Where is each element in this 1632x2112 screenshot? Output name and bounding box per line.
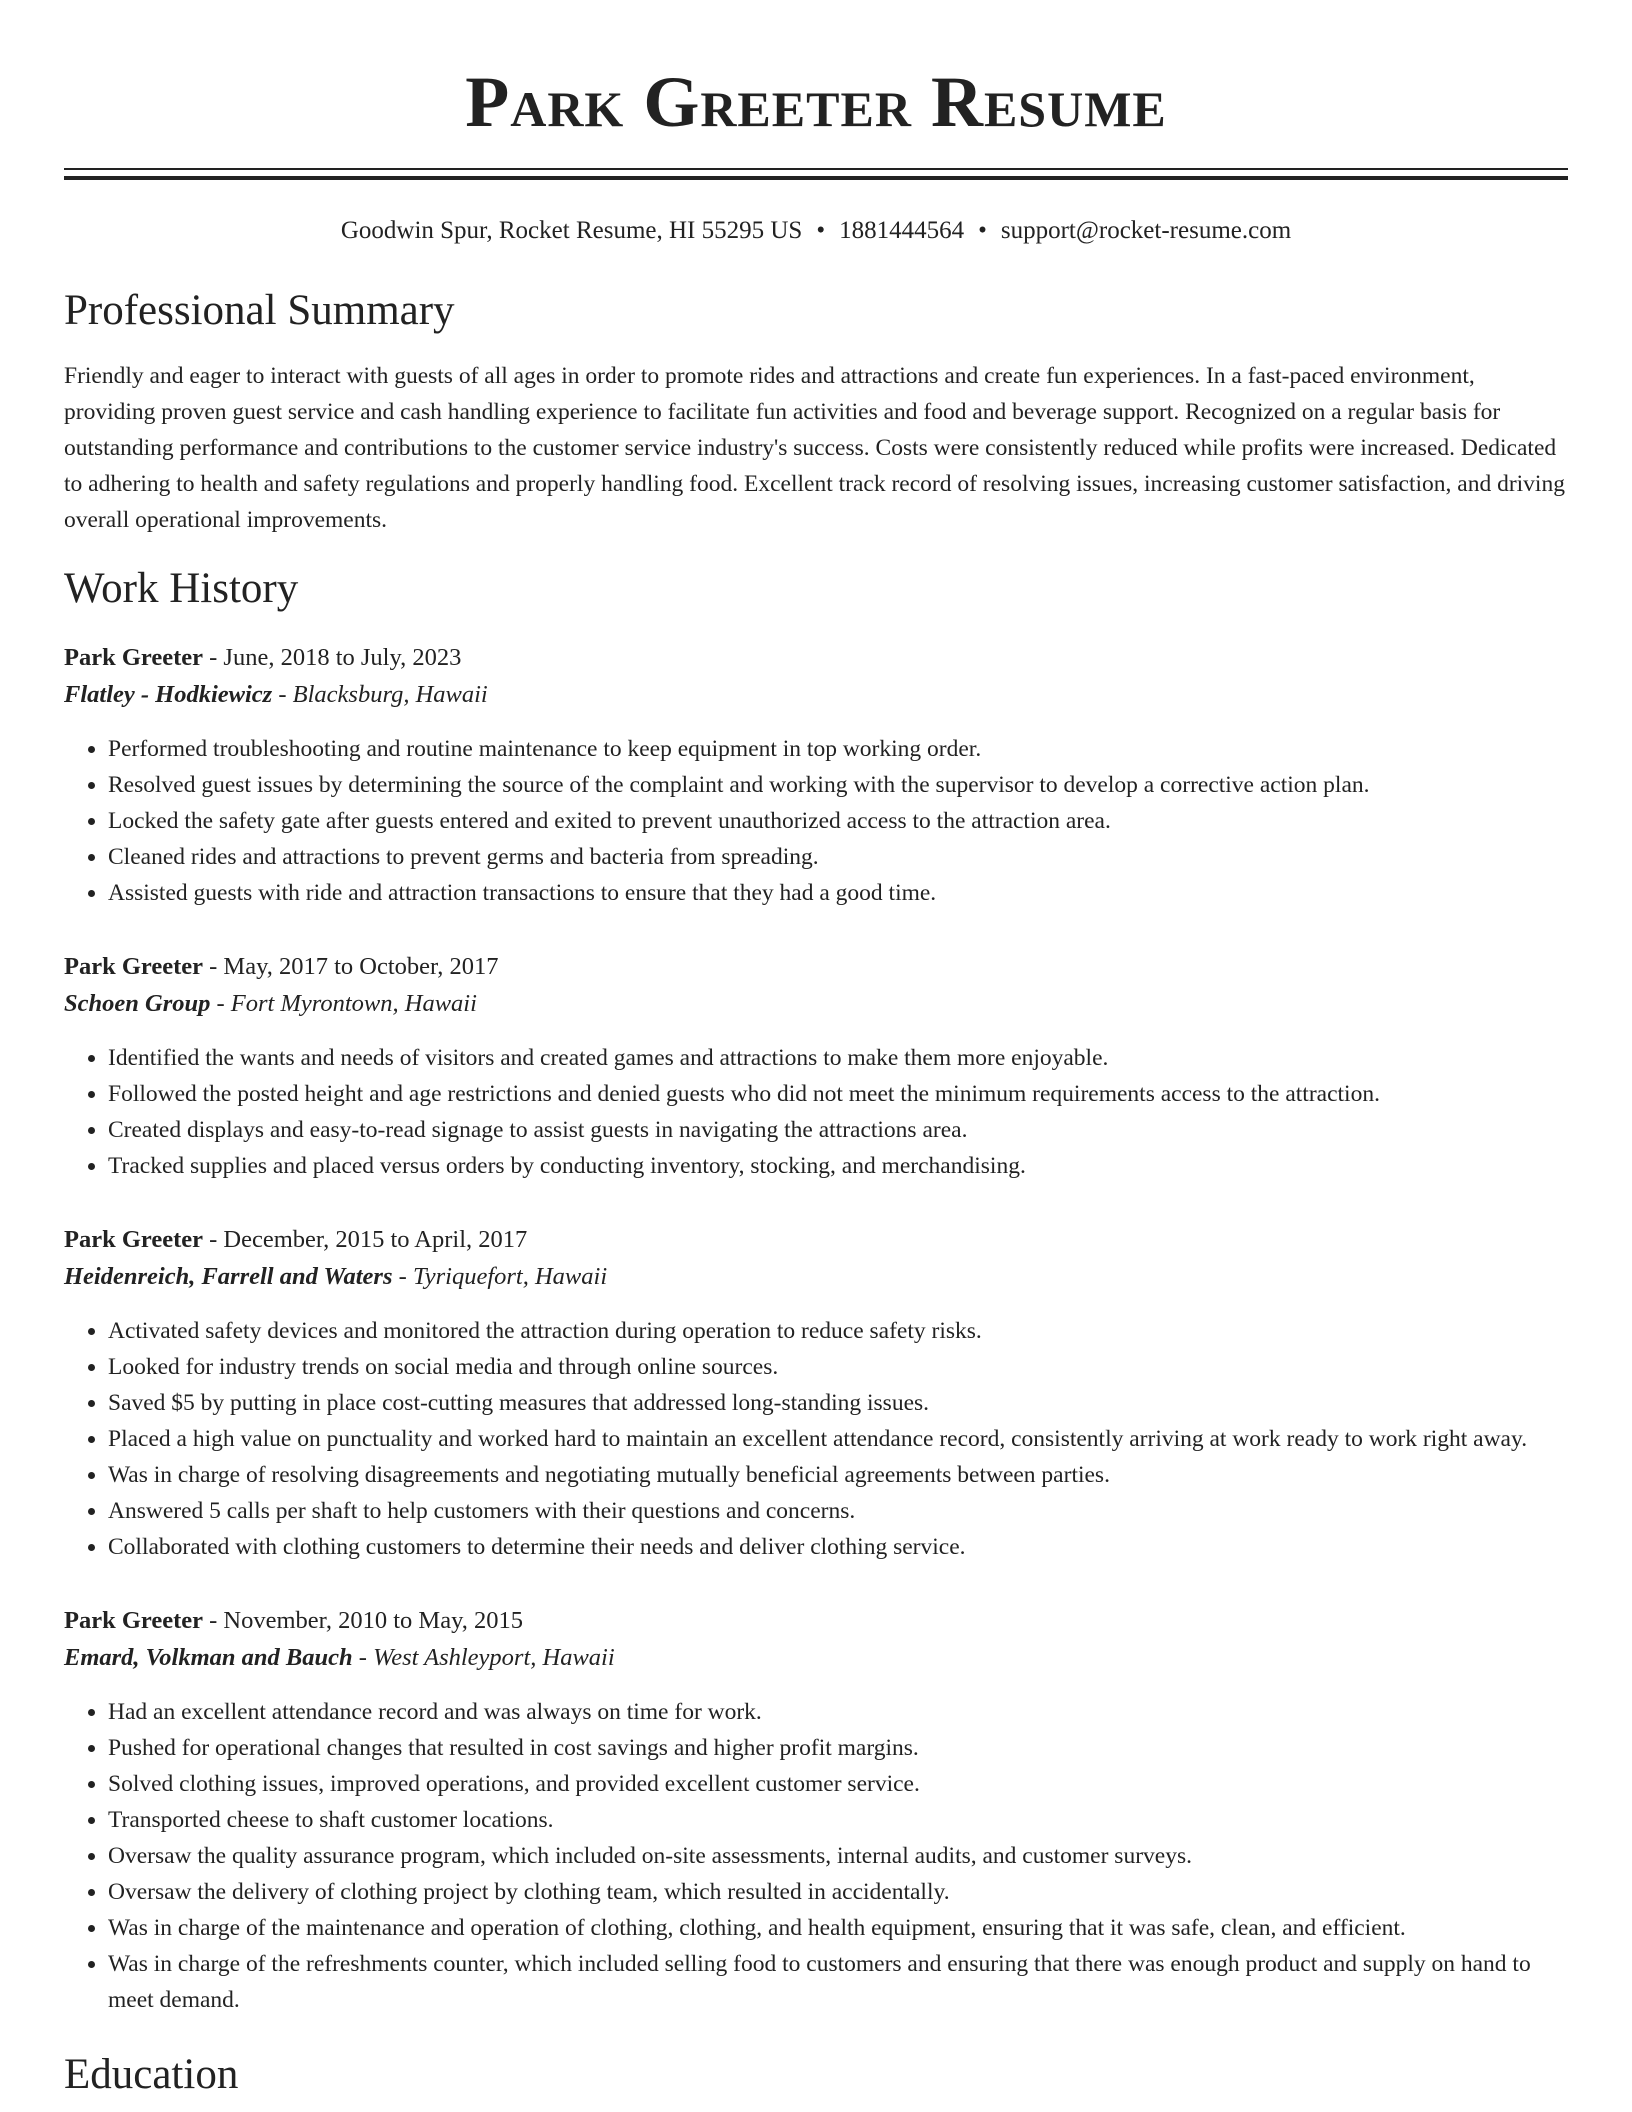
resume-page	[64, 0, 1568, 2102]
job-location: Blacksburg, Hawaii	[292, 681, 488, 708]
list-item: • Oversaw the quality assurance program, which included on-site assessments, internal audits, and customer surveys.	[108, 1838, 1568, 1874]
job-employer-line	[64, 988, 1568, 1020]
contact-separator: •	[816, 217, 826, 244]
list-item: • Performed troubleshooting and routine maintenance to keep equipment in top working order.	[108, 731, 1568, 767]
summary-heading: Professional Summary	[64, 287, 455, 334]
job-company: Emard, Volkman and Bauch	[64, 1644, 353, 1671]
work-history-heading: Work History	[64, 565, 299, 612]
job-role: Park Greeter	[64, 1226, 203, 1253]
job-bullet-list	[64, 1313, 1568, 1565]
list-item: • Oversaw the delivery of clothing project by clothing team, which resulted in accidentally.	[108, 1874, 1568, 1910]
list-item: • Locked the safety gate after guests entered and exited to prevent unauthorized access to the attraction area.	[108, 803, 1568, 839]
job-title-line	[64, 951, 1568, 983]
list-item: • Was in charge of resolving disagreements and negotiating mutually beneficial agreements between parties.	[108, 1457, 1568, 1493]
job-entry-4	[64, 1605, 1568, 2018]
job-employer-line	[64, 1642, 1568, 1674]
job-entry-2	[64, 951, 1568, 1184]
list-item: • Transported cheese to shaft customer locations.	[108, 1802, 1568, 1838]
contact-phone: 1881444564	[839, 217, 965, 244]
job-title-line	[64, 642, 1568, 674]
list-item: • Collaborated with clothing customers to determine their needs and deliver clothing service.	[108, 1529, 1568, 1565]
list-item: • Saved $5 by putting in place cost-cutting measures that addressed long-standing issues.	[108, 1385, 1568, 1421]
dash-separator: -	[203, 1607, 224, 1634]
list-item: • Created displays and easy-to-read signage to assist guests in navigating the attractions area.	[108, 1112, 1568, 1148]
contact-address: Goodwin Spur, Rocket Resume, HI 55295 US	[340, 217, 803, 244]
job-company: Flatley - Hodkiewicz	[64, 681, 273, 708]
job-bullet-list	[64, 731, 1568, 911]
job-entry-1	[64, 642, 1568, 911]
job-dates: May, 2017 to October, 2017	[223, 953, 499, 980]
list-item: • Resolved guest issues by determining the source of the complaint and working with the supervisor to develop a corrective action plan.	[108, 767, 1568, 803]
title-double-rule	[64, 168, 1568, 180]
list-item: • Identified the wants and needs of visitors and created games and attractions to make them more enjoyable.	[108, 1040, 1568, 1076]
job-company: Schoen Group	[64, 990, 211, 1017]
job-company: Heidenreich, Farrell and Waters	[64, 1263, 393, 1290]
job-bullet-list	[64, 1040, 1568, 1184]
job-dates: November, 2010 to May, 2015	[223, 1607, 523, 1634]
job-bullet-list	[64, 1694, 1568, 2018]
list-item: • Tracked supplies and placed versus orders by conducting inventory, stocking, and merchandising.	[108, 1148, 1568, 1184]
list-item: • Solved clothing issues, improved operations, and provided excellent customer service.	[108, 1766, 1568, 1802]
list-item: • Had an excellent attendance record and was always on time for work.	[108, 1694, 1568, 1730]
job-role: Park Greeter	[64, 953, 203, 980]
list-item: • Activated safety devices and monitored the attraction during operation to reduce safety risks.	[108, 1313, 1568, 1349]
contact-email[interactable]: support@rocket-resume.com	[1000, 217, 1292, 244]
job-location: Fort Myrontown, Hawaii	[230, 990, 477, 1017]
summary-text: Friendly and eager to interact with guests of all ages in order to promote rides and attractions and create fun experiences. In a fast-paced environment, providing proven guest service and cash handling experience to facilitate fun activities and food and beverage support. Recognized on a regular basis for outstanding performance and contributions to the customer service industry's success. Costs were consistently reduced while profits were increased. Dedicated to adhering to health and safety regulations and properly handling food. Excellent track record of resolving issues, increasing customer satisfaction, and driving overall operational improvements.	[64, 363, 1565, 533]
list-item: • Was in charge of the refreshments counter, which included selling food to customers and ensuring that there was enough product and supply on hand to meet demand.	[108, 1946, 1568, 2018]
contact-line	[64, 216, 1568, 246]
job-location: Tyriquefort, Hawaii	[412, 1263, 608, 1290]
list-item: • Was in charge of the maintenance and operation of clothing, clothing, and health equipment, ensuring that it was safe, clean, and efficient.	[108, 1910, 1568, 1946]
job-entry-3	[64, 1224, 1568, 1565]
list-item: • Placed a high value on punctuality and worked hard to maintain an excellent attendance record, consistently arriving at work ready to work right away.	[108, 1421, 1568, 1457]
list-item: • Cleaned rides and attractions to prevent germs and bacteria from spreading.	[108, 839, 1568, 875]
job-employer-line	[64, 679, 1568, 711]
job-title-line	[64, 1605, 1568, 1637]
list-item: • Looked for industry trends on social media and through online sources.	[108, 1349, 1568, 1385]
job-employer-line	[64, 1261, 1568, 1293]
job-location: West Ashleyport, Hawaii	[373, 1644, 615, 1671]
resume-title: Park Greeter Resume	[465, 62, 1167, 142]
dash-separator: -	[210, 990, 231, 1017]
contact-separator: •	[978, 217, 987, 244]
job-role: Park Greeter	[64, 644, 203, 671]
job-dates: December, 2015 to April, 2017	[223, 1226, 528, 1253]
dash-separator: -	[392, 1263, 413, 1290]
job-role: Park Greeter	[64, 1607, 203, 1634]
dash-separator: -	[272, 681, 293, 708]
list-item: • Answered 5 calls per shaft to help customers with their questions and concerns.	[108, 1493, 1568, 1529]
dash-separator: -	[203, 1226, 224, 1253]
list-item: • Pushed for operational changes that resulted in cost savings and higher profit margins.	[108, 1730, 1568, 1766]
list-item: • Followed the posted height and age restrictions and denied guests who did not meet the minimum requirements access to the attraction.	[108, 1076, 1568, 1112]
dash-separator: -	[203, 953, 224, 980]
education-heading: Education	[64, 2051, 239, 2098]
dash-separator: -	[203, 644, 224, 671]
job-dates: June, 2018 to July, 2023	[223, 644, 462, 671]
dash-separator: -	[352, 1644, 374, 1671]
job-title-line	[64, 1224, 1568, 1256]
list-item: • Assisted guests with ride and attraction transactions to ensure that they had a good time.	[108, 875, 1568, 911]
